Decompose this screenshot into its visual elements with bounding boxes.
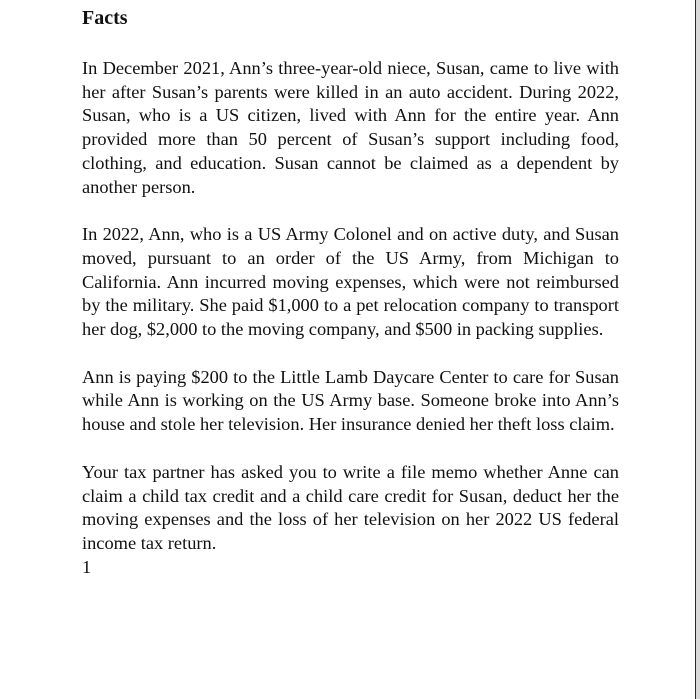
paragraph-moving-expenses: In 2022, Ann, who is a US Army Colonel and on active duty, and Susan moved, pursuant to an order of the US Army, from Michigan to California. Ann incurred moving expenses, which were not reimbursed by the military. She paid $1,000 to a pet relocation company to transport her dog, $2,000 to the moving company, and $500 in packing supplies. [82,224,619,340]
paragraph-facts-susan: In December 2021, Ann’s three-year-old niece, Susan, came to live with her after Susan’s parents were killed in an auto accident. During 2022, Susan, who is a US citizen, lived with Ann for the entire year. Ann provided more than 50 percent of Susan’s support including food, clothing, and education. Susan cannot be claimed as a dependent by another person. [82,58,619,197]
paragraph-memo-request: Your tax partner has asked you to write a file memo whether Anne can claim a child tax credit and a child care credit for Susan, deduct her the moving expenses and the loss of her television on her 2022 US federal income tax return. [82,461,619,553]
paragraph-daycare-theft: Ann is paying $200 to the Little Lamb Daycare Center to care for Susan while Ann is working on the US Army base. Someone broke into Ann’s house and stole her television. Her insurance denied her theft loss claim. [82,366,619,435]
page-number: 1 [82,556,92,577]
document-page [82,0,619,579]
page-edge-shadow [696,0,700,699]
document-heading: Facts [82,7,128,29]
page-edge-border [695,0,696,699]
